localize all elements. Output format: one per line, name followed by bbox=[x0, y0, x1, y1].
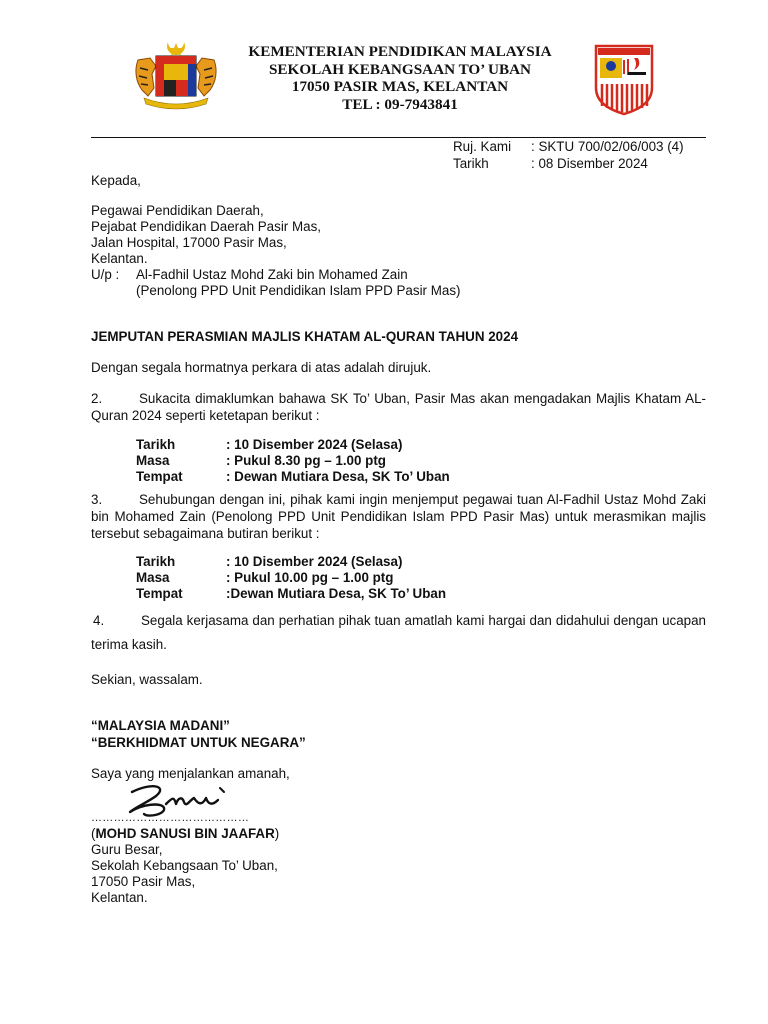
recipient-line: Jalan Hospital, 17000 Pasir Mas, bbox=[91, 235, 287, 250]
slogan-2: “BERKHIDMAT UNTUK NEGARA” bbox=[91, 735, 306, 750]
school-address: 17050 PASIR MAS, KELANTAN bbox=[291, 78, 509, 95]
date-value: : 08 Disember 2024 bbox=[531, 156, 648, 171]
paragraph-1: Dengan segala hormatnya perkara di atas adalah dirujuk. bbox=[91, 360, 432, 375]
recipient-line: Pegawai Pendidikan Daerah, bbox=[91, 203, 264, 218]
ministry-name: KEMENTERIAN PENDIDIKAN MALAYSIA bbox=[248, 43, 552, 60]
signature-intro: Saya yang menjalankan amanah, bbox=[91, 766, 290, 781]
header-divider bbox=[91, 137, 706, 138]
reference-label: Ruj. Kami bbox=[453, 139, 512, 154]
signatory-title: Guru Besar, bbox=[91, 842, 163, 857]
event-1-time: Masa : Pukul 8.30 pg – 1.00 ptg bbox=[136, 453, 386, 468]
slogan-1: “MALAYSIA MADANI” bbox=[91, 718, 230, 733]
salutation: Kepada, bbox=[91, 173, 141, 188]
attention-name: Al-Fadhil Ustaz Mohd Zaki bin Mohamed Zain bbox=[136, 267, 408, 282]
signature-dots: …………………………………… bbox=[91, 812, 250, 824]
school-logo bbox=[594, 44, 654, 116]
event-2-venue: Tempat :Dewan Mutiara Desa, SK To’ Uban bbox=[136, 586, 446, 601]
paragraph-3: 3. Sehubungan dengan ini, pihak kami ingin menjemput pegawai tuan Al-Fadhil Ustaz Mohd Zaki bin Mohamed Zain (Penolong PPD Unit Pendidikan Islam PPD Pasir Mas) untuk merasmikan majlis tersebut sebagaimana butiran berikut : bbox=[91, 492, 706, 541]
letter-subject: JEMPUTAN PERASMIAN MAJLIS KHATAM AL-QURAN TAHUN 2024 bbox=[91, 329, 519, 344]
event-2-date: Tarikh : 10 Disember 2024 (Selasa) bbox=[136, 554, 403, 569]
date-label: Tarikh bbox=[453, 156, 489, 171]
signatory-address: 17050 Pasir Mas, bbox=[91, 874, 196, 889]
recipient-line: Kelantan. bbox=[91, 251, 148, 266]
signatory-address: Sekolah Kebangsaan To’ Uban, bbox=[91, 858, 278, 873]
recipient-line: Pejabat Pendidikan Daerah Pasir Mas, bbox=[91, 219, 322, 234]
event-1-date: Tarikh : 10 Disember 2024 (Selasa) bbox=[136, 437, 403, 452]
reference-value: : SKTU 700/02/06/003 (4) bbox=[531, 139, 684, 154]
event-2-time: Masa : Pukul 10.00 pg – 1.00 ptg bbox=[136, 570, 394, 585]
attention-position: (Penolong PPD Unit Pendidikan Islam PPD Pasir Mas) bbox=[136, 283, 461, 298]
school-phone: TEL : 09-7943841 bbox=[342, 95, 458, 113]
signatory-name: (MOHD SANUSI BIN JAAFAR) bbox=[91, 826, 280, 841]
signatory-address: Kelantan. bbox=[91, 890, 148, 905]
event-1-venue: Tempat : Dewan Mutiara Desa, SK To’ Uban bbox=[136, 469, 450, 484]
paragraph-2: 2. Sukacita dimaklumkan bahawa SK To’ Uban, Pasir Mas akan mengadakan Majlis Khatam AL-Quran 2024 seperti ketetapan berikut : bbox=[91, 391, 706, 423]
school-name: SEKOLAH KEBANGSAAN TO’ UBAN bbox=[268, 60, 532, 78]
attention-label: U/p : bbox=[91, 267, 120, 282]
letterhead bbox=[205, 43, 595, 113]
closing: Sekian, wassalam. bbox=[91, 672, 203, 687]
paragraph-4: 4. Segala kerjasama dan perhatian pihak tuan amatlah kami hargai dan didahului dengan ucapan terima kasih. bbox=[91, 613, 706, 652]
